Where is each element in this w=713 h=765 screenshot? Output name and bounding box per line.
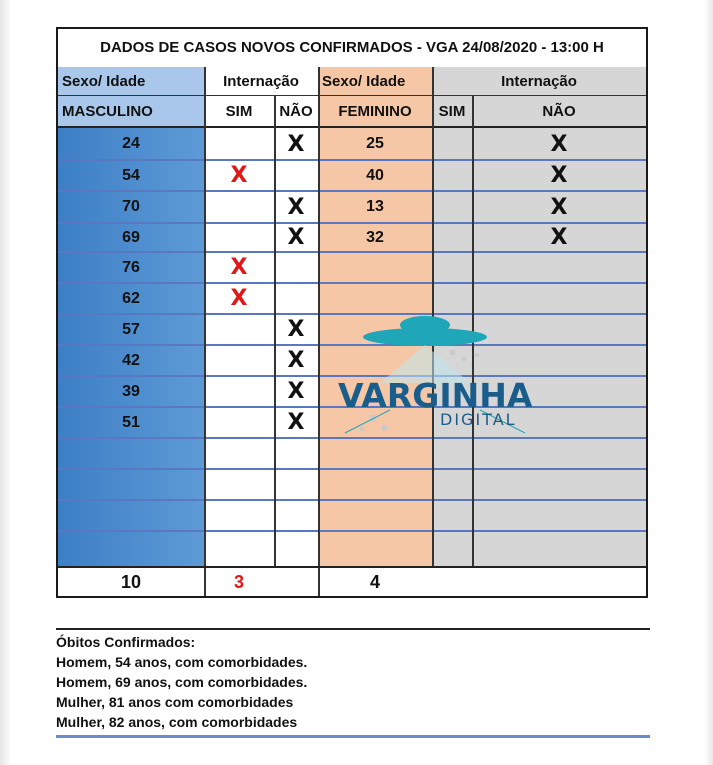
male-nao-mark: X xyxy=(287,379,305,404)
male-sim-mark xyxy=(204,223,274,252)
svg-text:VARGINHA: VARGINHA xyxy=(338,376,533,415)
female-sim-mark xyxy=(432,223,472,252)
table-title: DADOS DE CASOS NOVOS CONFIRMADOS - VGA 24/08/2020 - 13:00 H xyxy=(58,29,646,68)
total-male: 10 xyxy=(120,571,142,592)
female-nao-mark: X xyxy=(550,163,568,188)
female-age-cell: 32 xyxy=(366,228,384,246)
male-age-cell: 70 xyxy=(122,198,140,215)
col-separator xyxy=(204,67,206,596)
male-sim-mark xyxy=(204,407,274,438)
male-nao-mark: X xyxy=(287,348,305,373)
note-line: Mulher, 82 anos, com comorbidades xyxy=(56,714,298,730)
header-female-sexo-idade: Sexo/ Idade xyxy=(318,67,432,96)
male-nao-mark xyxy=(274,252,318,283)
female-age-cell: 25 xyxy=(366,135,384,152)
male-age-cell: 62 xyxy=(122,289,140,307)
male-sim-mark xyxy=(204,345,274,376)
male-age-cell: 76 xyxy=(122,258,140,276)
page-left-edge xyxy=(0,0,10,765)
male-nao-mark xyxy=(274,283,318,314)
male-age-cell: 51 xyxy=(122,413,140,431)
male-sim-mark xyxy=(204,314,274,345)
row-divider xyxy=(58,468,646,470)
page-right-edge xyxy=(705,0,713,765)
male-age-cell: 57 xyxy=(122,320,140,338)
male-age-cell: 42 xyxy=(122,351,140,369)
note-line: Mulher, 81 anos com comorbidades xyxy=(56,694,294,710)
deaths-notes xyxy=(56,628,650,732)
notes-heading: Óbitos Confirmados: xyxy=(56,634,196,650)
header-male-internacao: Internação xyxy=(204,67,318,96)
female-sim-mark xyxy=(432,128,472,160)
header-nao-female: NÃO xyxy=(472,96,646,126)
ufo-icon xyxy=(330,315,560,445)
male-nao-mark xyxy=(274,160,318,191)
col-separator xyxy=(274,96,276,566)
header-nao-male: NÃO xyxy=(274,96,318,126)
male-sim-mark xyxy=(204,191,274,223)
female-age-cell: 40 xyxy=(366,166,384,184)
female-sim-mark xyxy=(432,191,472,223)
male-sim-mark xyxy=(204,376,274,407)
varginha-digital-logo xyxy=(330,315,560,445)
header-male-sexo-idade: Sexo/ Idade xyxy=(58,67,204,96)
female-sim-mark xyxy=(432,160,472,191)
male-nao-mark: X xyxy=(287,317,305,342)
male-nao-mark: X xyxy=(287,194,305,220)
male-sim-mark xyxy=(204,128,274,160)
row-divider xyxy=(58,530,646,532)
svg-text:DIGITAL: DIGITAL xyxy=(440,410,517,429)
header-sim-male: SIM xyxy=(204,96,274,126)
male-age-cell: 39 xyxy=(122,382,140,400)
notes-underline xyxy=(56,735,650,738)
male-nao-mark: X xyxy=(287,410,305,435)
male-nao-mark: X xyxy=(287,225,305,250)
male-age-cell: 69 xyxy=(122,228,140,246)
male-sim-mark: X xyxy=(230,255,248,280)
note-line: Homem, 54 anos, com comorbidades. xyxy=(56,654,308,670)
header-sim-female: SIM xyxy=(432,96,472,126)
header-masculino: MASCULINO xyxy=(58,96,204,126)
male-sim-mark: X xyxy=(230,163,248,188)
cases-table xyxy=(56,27,648,598)
male-age-cell: 24 xyxy=(122,135,140,152)
note-line: Homem, 69 anos, com comorbidades. xyxy=(56,674,308,690)
header-female-internacao: Internação xyxy=(432,67,646,96)
col-separator xyxy=(318,67,320,596)
total-male-sim: 3 xyxy=(233,571,244,592)
male-nao-mark: X xyxy=(287,131,305,157)
total-female: 4 xyxy=(369,571,380,592)
female-age-cell: 13 xyxy=(366,198,384,215)
row-divider xyxy=(58,499,646,501)
female-nao-mark: X xyxy=(550,131,568,157)
female-nao-mark: X xyxy=(550,194,568,220)
header-feminino: FEMININO xyxy=(318,96,432,126)
female-nao-mark: X xyxy=(550,225,568,250)
male-sim-mark: X xyxy=(230,286,248,311)
male-age-cell: 54 xyxy=(122,166,140,184)
